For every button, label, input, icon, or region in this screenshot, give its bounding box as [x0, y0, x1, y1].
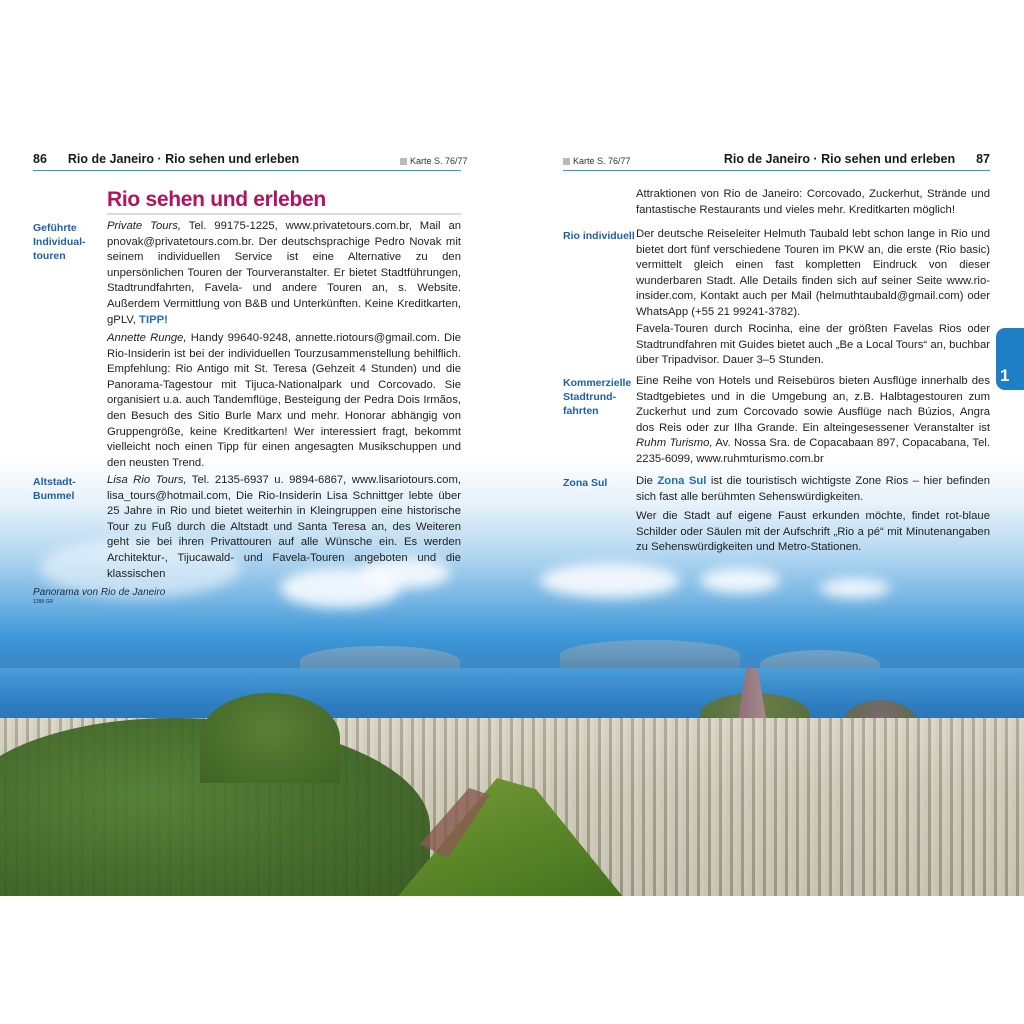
map-square-icon	[400, 158, 407, 165]
right-header-rule	[563, 170, 990, 171]
chapter-tab	[996, 328, 1024, 390]
left-map-ref-text: Karte S. 76/77	[410, 156, 468, 166]
right-map-ref-text: Karte S. 76/77	[573, 156, 631, 166]
right-running-head	[724, 152, 990, 166]
side-label-kommerzielle-stadtrundfahrten: Kommerzielle Stadtrund- fahrten	[563, 377, 632, 417]
paragraph-lisa-rio-tours: Lisa Rio Tours, Tel. 2135-6937 u. 9894-6867, www.lisariotours.com, lisa_tours@hotmail.com, Die Rio-Insiderin Lisa Schnittger lebte über 25 Jahre in Rio und bietet weiterhin in Kleingruppen eine historische Tour zu Fuß durch die Altstadt und Santa Teresa an, des Weiteren geht sie bei ihren Privattouren auf alle Wünsche ein. Es werden Architektur-, Tijucawald- und Favela-Touren angeboten und die klassischen	[107, 474, 461, 580]
photo-caption: Panorama von Rio de Janeiro	[33, 587, 166, 598]
side-label-zona-sul: Zona Sul	[563, 477, 608, 489]
zona-sul-highlight: Zona Sul	[657, 475, 707, 487]
tipp-badge: TIPP!	[139, 313, 168, 326]
map-square-icon	[563, 158, 570, 165]
paragraph-continuation: Attraktionen von Rio de Janeiro: Corcovado, Zuckerhut, Strände und fantastische Restaurants und vieles mehr. Kreditkarten möglich!	[636, 188, 990, 216]
photo-credit: 1288 GR	[33, 599, 54, 605]
right-map-ref	[563, 156, 631, 166]
section-title-rule	[107, 213, 461, 215]
right-page-number: 87	[976, 152, 990, 166]
paragraph-kommerzielle: Eine Reihe von Hotels und Reisebüros bieten Ausflüge innerhalb des Stadtgebietes und in die Umgebung an, z.B. Halbtagestouren zum Zuckerhut und zum Corcovado sowie Ausflüge nach Búzios, Angra dos Reis oder zur Ilha Grande. Ein alteingesessener Veranstalter ist Ruhm Turismo, Av. Nossa Sra. de Copacabaan 897, Copacabana, Tel. 2235-6099, www.ruhmturismo.com.br	[636, 375, 990, 465]
left-map-ref	[400, 156, 468, 166]
side-label-altstadt-bummel: Altstadt- Bummel	[33, 476, 76, 502]
left-page-number: 86	[33, 152, 47, 166]
paragraph-zona-sul: Die Zona Sul ist die touristisch wichtigste Zone Rios – hier befinden sich fast alle berühmten Sehenswürdigkeiten.	[636, 475, 990, 503]
paragraph-helmuth-taubald: Der deutsche Reiseleiter Helmuth Taubald lebt schon lange in Rio und bietet dort fünf verschiedene Touren im PKW an, die erste (Rio basic) vermittelt gleich einen fast kompletten Eindruck von dieser wunderbaren Stadt. Alle Details finden sich auf seiner Seite www.rio-insider.com, Kontakt auch per Mail (helmuthtaubald@gmail.com) oder WhatsApp (+55 21 99241-3782).	[636, 228, 990, 318]
section-title: Rio sehen und erleben	[107, 188, 326, 211]
side-label-rio-individuell: Rio individuell	[563, 230, 635, 242]
side-label-gefuehrte-individualtouren: Geführte Individual- touren	[33, 222, 86, 262]
paragraph-annette-runge: Annette Runge, Handy 99640-9248, annette.riotours@gmail.com. Die Rio-Insiderin ist bei der individuellen Tourzusammenstellung behilflich. Empfehlung: Rio Antigo mit St. Teresa (Gehzeit 4 Stunden) und die Panorama-Tagestour mit Tijuca-Nationalpark und Corcovado. Sie organisiert u.a. auch Tandemflüge, Besteigung der Pedra Dois Irmãos, den Besuch des Sitio Burle Marx und mehr. Honorar abhängig von Gruppengröße, keine Kreditkarten! Wer interessiert fragt, bekommt vielleicht noch einen Tipp für einen angesagten Musikschuppen und den neusten Trend.	[107, 332, 461, 469]
left-running-title: Rio de Janeiro · Rio sehen und erleben	[67, 152, 300, 166]
paragraph-rio-a-pe: Wer die Stadt auf eigene Faust erkunden möchte, findet rot-blaue Schilder oder Säulen mit der Aufschrift „Rio a pé“ mit Minutenangaben zu Sehenswürdigkeiten und Metro-Stationen.	[636, 510, 990, 554]
left-running-head	[33, 152, 299, 166]
paragraph-favela-touren: Favela-Touren durch Rocinha, eine der größten Favelas Rios oder Stadtrundfahren mit Guides bietet auch „Be a Local Tours“ an, buchbar über Tripadvisor. Dauer 3–5 Stunden.	[636, 323, 990, 367]
paragraph-private-tours: Private Tours, Tel. 99175-1225, www.privatetours.com.br, Mail an pnovak@privatetours.com.br. Der deutschsprachige Pedro Novak mit seinem individuellen Service ist eine Alternative zu den unpersönlichen Touren der Tourveranstalter. Er bietet Stadtführungen, Stadtrundfahrten, Favela- und andere Touren an, s. Website. Außerdem Vermittlung von B&B und Unterkünften. Keine Kreditkarten, gPLV, TIPP!	[107, 220, 462, 326]
left-header-rule	[33, 170, 461, 171]
right-running-title: Rio de Janeiro · Rio sehen und erleben	[723, 152, 956, 166]
chapter-tab-number: 1	[1000, 366, 1010, 385]
